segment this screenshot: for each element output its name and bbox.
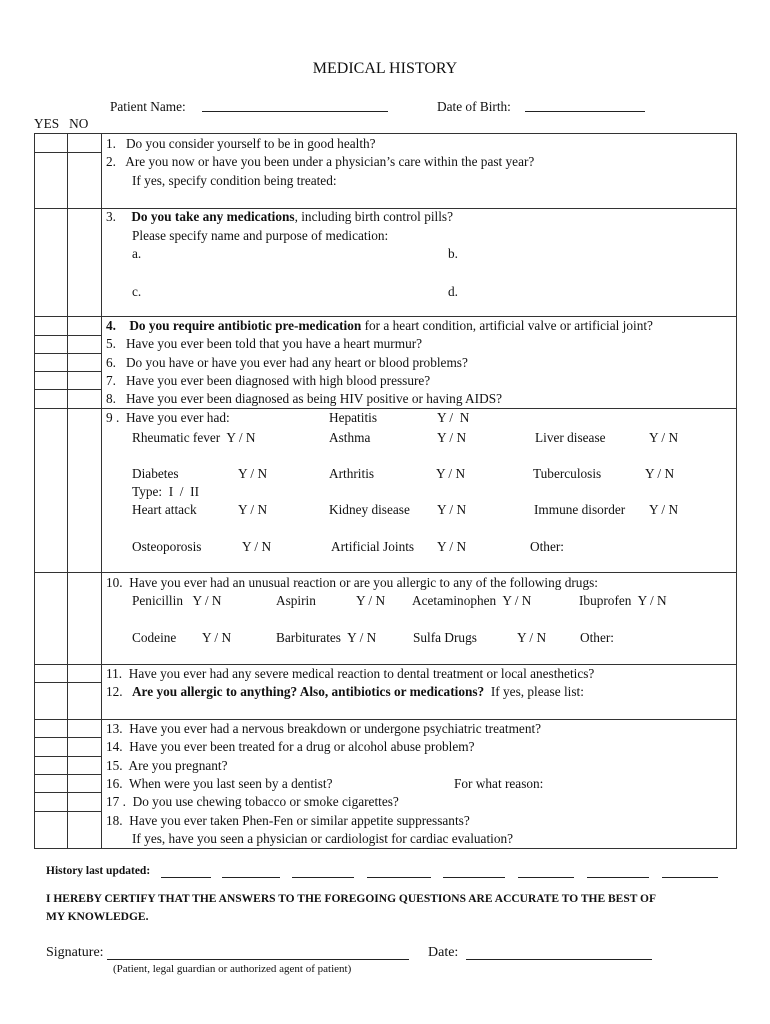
- history-field-7[interactable]: [587, 877, 649, 878]
- yes-no-header: YES NO: [34, 116, 89, 131]
- cond-diabetes-yn: Y / N: [238, 466, 268, 481]
- question-11: 11. Have you ever had any severe medical reaction to dental treatment or local anesthetics?: [106, 666, 595, 681]
- drug-sulfa-yn: Y / N: [517, 630, 547, 645]
- drug-aspirin-yn: Y / N: [356, 593, 386, 608]
- cond-tb: Tuberculosis: [533, 466, 602, 481]
- cond-diabetes: Diabetes: [132, 466, 179, 481]
- cond-arthritis: Arthritis: [329, 466, 375, 481]
- q12-num: 12.: [106, 684, 123, 699]
- cond-rheumatic: Rheumatic fever Y / N: [132, 430, 256, 445]
- cond-kidney: Kidney disease: [329, 502, 410, 517]
- med-b: b.: [448, 246, 458, 261]
- history-field-5[interactable]: [443, 877, 505, 878]
- q4-rest: for a heart condition, artificial valve or artificial joint?: [361, 318, 653, 333]
- question-8: 8. Have you ever been diagnosed as being HIV positive or having AIDS?: [106, 391, 502, 406]
- date-field[interactable]: [466, 959, 652, 960]
- history-field-1[interactable]: [161, 877, 211, 878]
- certify-line-1: I HEREBY CERTIFY THAT THE ANSWERS TO THE FOREGOING QUESTIONS ARE ACCURATE TO THE BEST OF: [46, 893, 657, 905]
- history-field-4[interactable]: [367, 877, 431, 878]
- question-5: 5. Have you ever been told that you have a heart murmur?: [106, 336, 423, 351]
- q12-rest: If yes, please list:: [484, 684, 584, 699]
- history-field-8[interactable]: [662, 877, 718, 878]
- question-13: 13. Have you ever had a nervous breakdown or undergone psychiatric treatment?: [106, 721, 542, 736]
- certify-line-2: MY KNOWLEDGE.: [46, 911, 149, 923]
- q12-bold: Are you allergic to anything? Also, antibiotics or medications?: [131, 684, 485, 699]
- drug-barbiturates: Barbiturates Y / N: [276, 630, 377, 645]
- history-field-6[interactable]: [518, 877, 574, 878]
- drug-codeine: Codeine: [132, 630, 177, 645]
- cond-osteo: Osteoporosis: [132, 539, 202, 554]
- patient-name-field[interactable]: [202, 111, 388, 112]
- question-2-sub: If yes, specify condition being treated:: [132, 173, 337, 188]
- question-18-sub: If yes, have you seen a physician or cardiologist for cardiac evaluation?: [132, 831, 514, 846]
- med-c: c.: [132, 284, 142, 299]
- question-10: 10. Have you ever had an unusual reaction or are you allergic to any of the following drugs:: [106, 575, 598, 590]
- cond-joints-yn: Y / N: [437, 539, 467, 554]
- page-title: MEDICAL HISTORY: [312, 60, 458, 77]
- cond-immune-yn: Y / N: [649, 502, 679, 517]
- dob-label: Date of Birth:: [437, 99, 511, 114]
- cond-liver: Liver disease: [535, 430, 606, 445]
- cond-arthritis-yn: Y / N: [436, 466, 466, 481]
- question-2: 2. Are you now or have you been under a physician’s care within the past year?: [106, 154, 535, 169]
- drug-penicillin: Penicillin Y / N: [132, 593, 222, 608]
- cond-kidney-yn: Y / N: [437, 502, 467, 517]
- question-12: [106, 684, 584, 700]
- drug-codeine-yn: Y / N: [202, 630, 232, 645]
- question-7: 7. Have you ever been diagnosed with high blood pressure?: [106, 373, 431, 388]
- drug-sulfa: Sulfa Drugs: [413, 630, 477, 645]
- cond-osteo-yn: Y / N: [242, 539, 272, 554]
- cond-hepatitis: Hepatitis: [329, 410, 378, 425]
- q3-num: 3.: [106, 209, 116, 224]
- dob-field[interactable]: [525, 111, 645, 112]
- drug-acetaminophen: Acetaminophen Y / N: [412, 593, 532, 608]
- history-field-3[interactable]: [292, 877, 354, 878]
- cond-asthma-yn: Y / N: [437, 430, 467, 445]
- signature-note: (Patient, legal guardian or authorized agent of patient): [113, 963, 352, 975]
- cond-heart-attack-yn: Y / N: [238, 502, 268, 517]
- cond-tb-yn: Y / N: [645, 466, 675, 481]
- q4-bold: Do you require antibiotic pre-medication: [129, 318, 362, 333]
- med-a: a.: [132, 246, 142, 261]
- cond-heart-attack: Heart attack: [132, 502, 197, 517]
- history-updated-label: History last updated:: [46, 865, 151, 877]
- drug-aspirin: Aspirin: [276, 593, 316, 608]
- cond-liver-yn: Y / N: [649, 430, 679, 445]
- drug-other: Other:: [580, 630, 614, 645]
- question-15: 15. Are you pregnant?: [106, 758, 228, 773]
- question-6: 6. Do you have or have you ever had any heart or blood problems?: [106, 355, 468, 370]
- question-9: 9 . Have you ever had:: [106, 410, 230, 425]
- signature-label: Signature:: [46, 945, 104, 960]
- question-3: [106, 209, 453, 225]
- question-14: 14. Have you ever been treated for a drug or alcohol abuse problem?: [106, 739, 475, 754]
- patient-name-label: Patient Name:: [110, 99, 186, 114]
- q4-num: 4.: [106, 318, 116, 333]
- question-4: [106, 318, 653, 334]
- cond-diabetes-type: Type: I / II: [132, 484, 200, 499]
- cond-asthma: Asthma: [329, 430, 371, 445]
- med-d: d.: [448, 284, 458, 299]
- cond-hepatitis-yn: Y / N: [437, 410, 470, 425]
- history-field-2[interactable]: [222, 877, 280, 878]
- signature-field[interactable]: [107, 959, 409, 960]
- drug-ibuprofen: Ibuprofen Y / N: [579, 593, 667, 608]
- question-3-sub: Please specify name and purpose of medication:: [132, 228, 389, 243]
- cond-other: Other:: [530, 539, 564, 554]
- cond-joints: Artificial Joints: [331, 539, 415, 554]
- question-16: 16. When were you last seen by a dentist?: [106, 776, 333, 791]
- q3-bold: Do you take any medications: [131, 209, 295, 224]
- question-1: 1. Do you consider yourself to be in good health?: [106, 136, 376, 151]
- cond-immune: Immune disorder: [534, 502, 626, 517]
- question-17: 17 . Do you use chewing tobacco or smoke cigarettes?: [106, 794, 399, 809]
- q3-rest: , including birth control pills?: [294, 209, 454, 224]
- date-label: Date:: [428, 945, 459, 960]
- question-16-reason: For what reason:: [454, 776, 544, 791]
- question-18: 18. Have you ever taken Phen-Fen or similar appetite suppressants?: [106, 813, 470, 828]
